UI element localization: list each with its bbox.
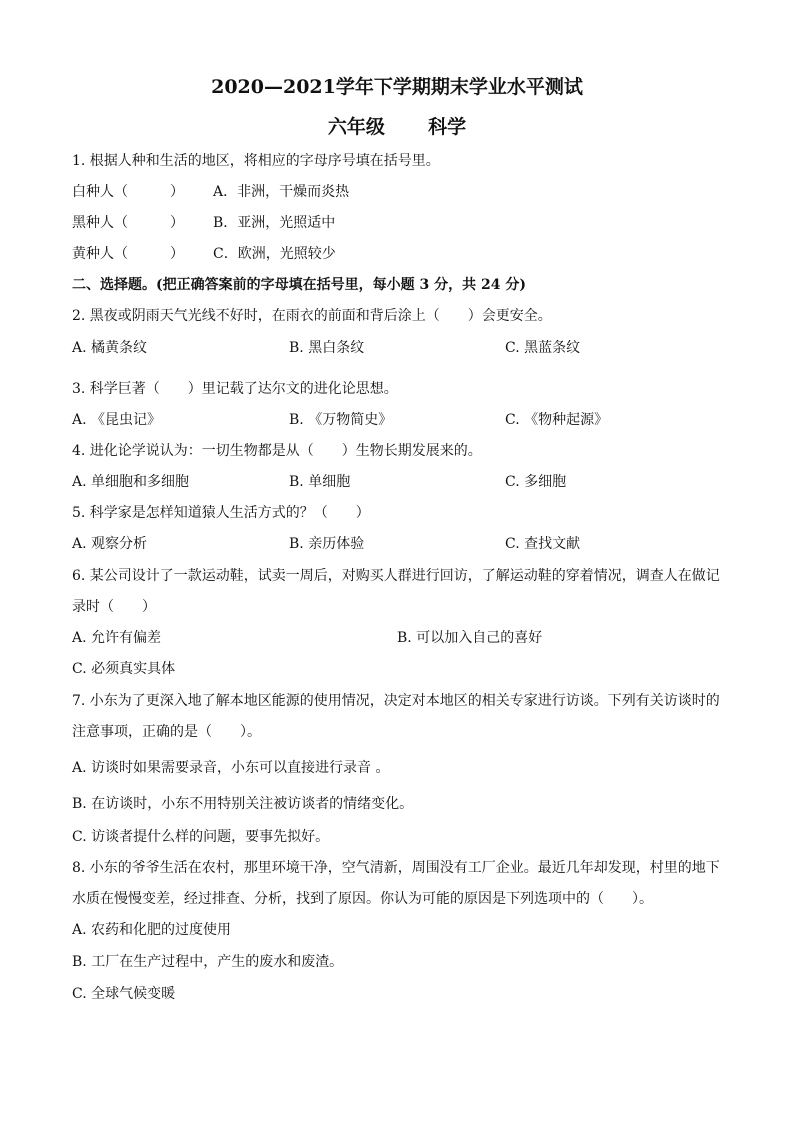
q8-option-b: B. 工厂在生产过程中，产生的废水和废渣。 [72,954,344,970]
q1-row1-left: 白种人（ ） [72,184,184,200]
q6-option-b: B. 可以加入自己的喜好 [397,630,543,646]
q6-option-c: C. 必须真实具体 [72,661,176,677]
q3-option-c: C. 《物种起源》 [505,412,609,428]
q1-row2-left: 黑种人（ ） [72,215,184,231]
q6-option-a: A. 允许有偏差 [72,630,162,646]
subject-label: 科学 [428,116,467,138]
q3-stem: 3. 科学巨著（ ）里记载了达尔文的进化论思想。 [72,381,398,397]
q5-stem: 5. 科学家是怎样知道猿人生活方式的？（ ） [72,505,370,521]
q4-stem: 4. 进化论学说认为：一切生物都是从（ ）生物长期发展来的。 [72,443,482,459]
q6-stem-line2: 录时（ ） [72,599,156,615]
q6-stem-line1: 6. 某公司设计了一款运动鞋，试卖一周后，对购买人群进行回访，了解运动鞋的穿着情况，调查人在做记 [72,568,720,584]
q2-option-a: A. 橘黄条纹 [72,340,148,356]
q4-option-a: A. 单细胞和多细胞 [72,474,190,490]
grade-label: 六年级 [327,116,385,138]
exam-subtitle [0,112,794,139]
q5-option-b: B. 亲历体验 [289,536,365,552]
q3-option-b: B. 《万物简史》 [289,412,393,428]
q8-option-a: A. 农药和化肥的过度使用 [72,922,232,938]
q1-row2-right: B．亚洲，光照适中 [213,215,336,231]
q4-option-c: C. 多细胞 [505,474,567,490]
q7-option-b: B. 在访谈时，小东不用特别关注被访谈者的情绪变化。 [72,796,414,812]
q1-stem: 1. 根据人种和生活的地区，将相应的字母序号填在括号里。 [72,153,440,169]
q1-row3-left: 黄种人（ ） [72,246,184,262]
q3-option-a: A. 《昆虫记》 [72,412,162,428]
q2-stem: 2. 黑夜或阴雨天气光线不好时，在雨衣的前面和背后涂上（ ）会更安全。 [72,308,552,324]
q5-option-a: A. 观察分析 [72,536,148,552]
q8-option-c: C. 全球气候变暖 [72,986,176,1002]
q2-option-b: B. 黑白条纹 [289,340,365,356]
exam-title: 2020—2021学年下学期期末学业水平测试 [211,76,583,98]
q7-option-a: A. 访谈时如果需要录音，小东可以直接进行录音 。 [72,760,390,776]
q7-stem-line2: 注意事项，正确的是（ ）。 [72,724,261,740]
q1-row3-right: C．欧洲，光照较少 [213,246,336,262]
q5-option-c: C. 查找文献 [505,536,581,552]
q7-option-c: C. 访谈者提什么样的问题，要事先拟好。 [72,829,330,845]
section-heading: 二、选择题。(把正确答案前的字母填在括号里，每小题 3 分，共 24 分) [72,277,526,293]
q7-stem-line1: 7. 小东为了更深入地了解本地区能源的使用情况，决定对本地区的相关专家进行访谈。下列有关访谈时的 [72,693,720,709]
q8-stem-line2: 水质在慢慢变差，经过排查、分析，找到了原因。你认为可能的原因是下列选项中的（ ）。 [72,891,653,907]
q2-option-c: C. 黑蓝条纹 [505,340,581,356]
q8-stem-line1: 8. 小东的爷爷生活在农村，那里环境干净，空气清新，周围没有工厂企业。最近几年却发现，村里的地下 [72,860,720,876]
q4-option-b: B. 单细胞 [289,474,351,490]
q1-row1-right: A．非洲，干燥而炎热 [213,184,350,200]
